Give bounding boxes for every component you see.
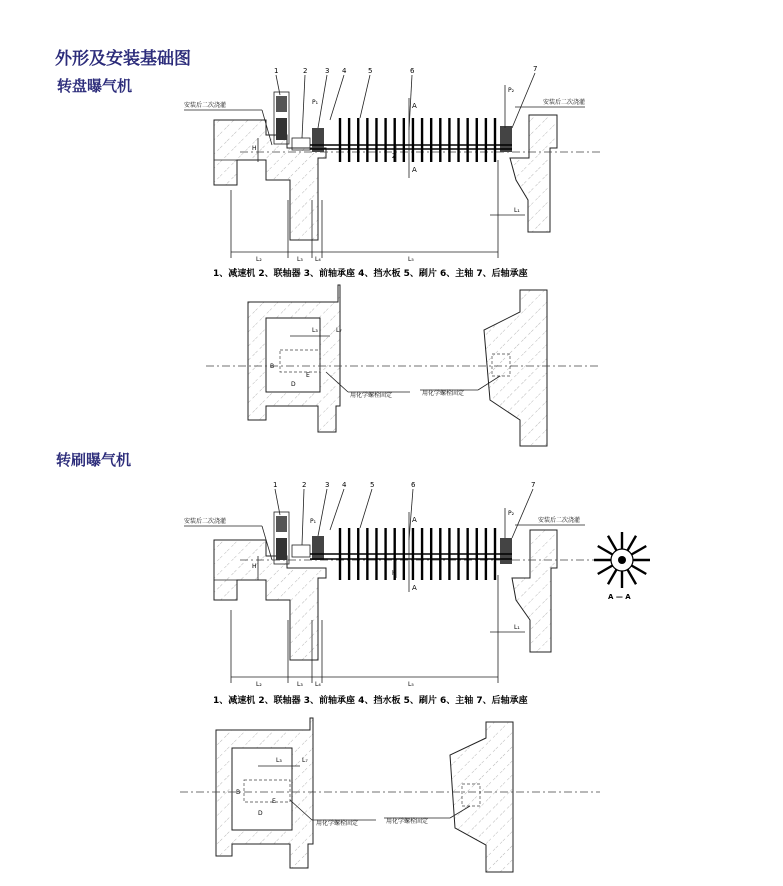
dim-l2: L₂ (256, 256, 262, 263)
plan-dim-l7: L₇ (336, 327, 342, 334)
dim-l5: L₅ (408, 256, 414, 263)
brush-plan-dim-l3: L₃ (276, 757, 282, 764)
left-grout-label: 安装后二次浇灌 (184, 102, 227, 109)
dim-l3: L₃ (297, 256, 303, 263)
rotor-spoke (632, 546, 647, 555)
brush-plan-dim-l7: L₇ (302, 757, 308, 764)
rotor-spoke (628, 570, 637, 585)
section-mark-a-top: A (412, 102, 417, 110)
brush-p2-label: P₂ (508, 510, 515, 517)
p1-label: P₁ (312, 99, 319, 106)
brush-dim-l4: L₄ (315, 681, 321, 688)
brush-dim-h: H (252, 563, 257, 570)
brush-rear-bearing (500, 538, 512, 564)
brush-dim-l2: L₂ (256, 681, 262, 688)
dim-l1: L₁ (514, 207, 520, 214)
section-a-a-label: A — A (608, 593, 631, 601)
plan-dim-b: B (270, 363, 275, 370)
brush-part-number-7: 7 (531, 481, 536, 489)
rotor-spoke (608, 536, 617, 551)
plan-right-bolt-label: 用化学螺栓固定 (422, 390, 465, 397)
rotor-spoke (628, 536, 637, 551)
brush-part-number-3: 3 (325, 481, 330, 489)
brush-part-number-4: 4 (342, 481, 347, 489)
plan-dim-e: E (306, 372, 310, 379)
brush-plan-right-foundation (450, 722, 513, 872)
brush-coupling (292, 545, 310, 557)
disc-aerator-heading: 转盘曝气机 (57, 77, 133, 95)
brush-right-grout-label: 安装后二次浇灌 (538, 517, 581, 524)
brush-elevation-view (184, 481, 650, 688)
brush-plan-dim-e: E (272, 798, 276, 805)
rotor-spoke (608, 570, 617, 585)
brush-part-number-1: 1 (273, 481, 278, 489)
brush-right-foundation-wall (512, 530, 557, 652)
motor (276, 96, 287, 112)
part-number-1: 1 (274, 67, 279, 75)
brush-plan-left-foundation (216, 718, 313, 868)
brush-parts-legend: 1、减速机 2、联轴器 3、前轴承座 4、挡水板 5、刷片 6、主轴 7、后轴承座 (213, 696, 528, 706)
right-grout-label: 安装后二次浇灌 (543, 99, 586, 106)
brush-plan-view (180, 718, 600, 872)
dim-h: H (252, 145, 257, 152)
brush-plan-dim-d: D (258, 810, 263, 817)
plan-dim-l3: L₃ (312, 327, 318, 334)
section-mark-a-bottom: A (412, 166, 417, 174)
brush-section-a-a (594, 532, 650, 588)
plan-left-bolt-label: 用化学螺栓固定 (350, 392, 393, 399)
brush-front-bearing (312, 536, 324, 560)
rotor-spoke (632, 566, 647, 575)
brush-part-number-5: 5 (370, 481, 375, 489)
brush-section-mark-bottom: A (412, 584, 417, 592)
brush-dim-l5: L₅ (408, 681, 414, 688)
plan-left-foundation (248, 285, 340, 432)
brush-left-grout-label: 安装后二次浇灌 (184, 518, 227, 525)
p2-label: P₂ (508, 87, 515, 94)
brush-section-mark-top: A (412, 516, 417, 524)
part-number-7: 7 (533, 65, 538, 73)
part-number-4: 4 (342, 67, 347, 75)
brush-part-number-6: 6 (411, 481, 416, 489)
part-number-6: 6 (410, 67, 415, 75)
disc-blades (340, 118, 495, 162)
rotor-spoke (598, 546, 613, 555)
plan-dim-d: D (291, 381, 296, 388)
rotor-spoke (598, 566, 613, 575)
right-foundation-wall (510, 115, 557, 232)
dim-l4: L₄ (315, 256, 321, 263)
part-number-5: 5 (368, 67, 373, 75)
rear-bearing (500, 126, 512, 152)
dim-z: Z (392, 153, 397, 160)
part-number-2: 2 (303, 67, 308, 75)
brush-part-number-2: 2 (302, 481, 307, 489)
disc-plan-view (206, 285, 600, 446)
brush-dim-l1: L₁ (514, 624, 520, 631)
page-title: 外形及安装基础图 (55, 49, 191, 69)
disc-parts-legend: 1、减速机 2、联轴器 3、前轴承座 4、挡水板 5、刷片 6、主轴 7、后轴承座 (213, 269, 528, 279)
plan-right-foundation (484, 290, 547, 446)
part-number-3: 3 (325, 67, 330, 75)
disc-elevation-view (184, 65, 600, 263)
brush-dim-l3: L₃ (297, 681, 303, 688)
brush-aerator-heading: 转刷曝气机 (56, 451, 132, 469)
brush-plan-right-bolt-label: 用化学螺栓固定 (386, 818, 429, 825)
brush-plan-left-bolt-label: 用化学螺栓固定 (316, 820, 359, 827)
brush-dim-h-small: h (392, 570, 396, 577)
brush-plan-dim-b: B (236, 789, 241, 796)
brush-p1-label: P₁ (310, 518, 317, 525)
